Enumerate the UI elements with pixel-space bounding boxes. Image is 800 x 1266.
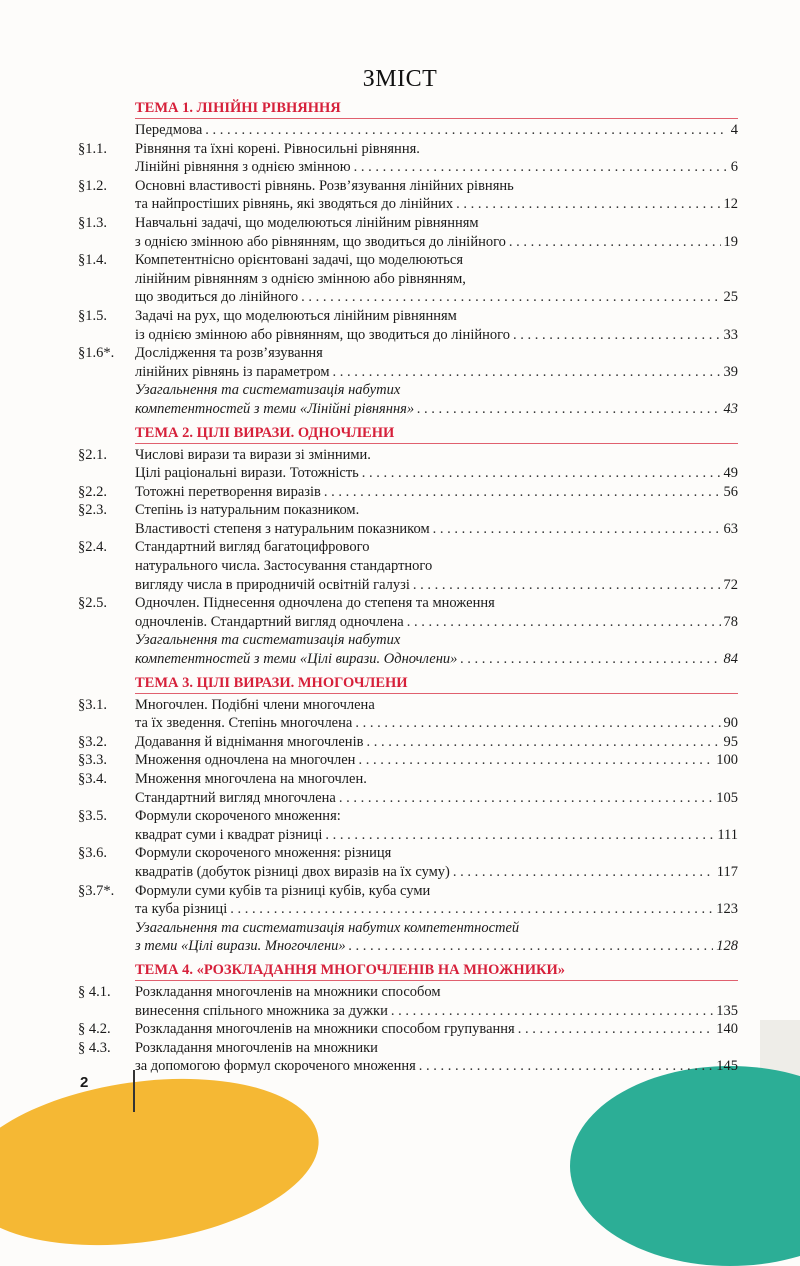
entry-title-line: лінійних рівнянь із параметром — [135, 363, 330, 380]
dot-leader — [456, 195, 720, 214]
entry-title-line: Степінь із натуральним показником. — [135, 502, 360, 519]
entry-title-line: компетентностей з теми «Лінійні рівняння» — [135, 400, 415, 417]
section-number: §2.4. — [78, 539, 107, 556]
section-number: §3.5. — [78, 808, 107, 825]
dot-leader — [433, 520, 721, 539]
theme-heading: ТЕМА 4. «РОЗКЛАДАННЯ МНОГОЧЛЕНІВ НА МНОЖНИКИ» — [135, 960, 738, 981]
section-number: §2.2. — [78, 483, 107, 500]
entry-title-line: Додавання й віднімання многочленів — [135, 733, 364, 750]
entry-page-number: 72 — [723, 576, 738, 593]
section-number: §3.2. — [78, 733, 107, 750]
section-number: §1.3. — [78, 214, 107, 231]
entry-page-number: 135 — [716, 1002, 738, 1019]
theme-heading: ТЕМА 1. ЛІНІЙНІ РІВНЯННЯ — [135, 98, 738, 119]
entry-title-line: Формули скороченого множення: — [135, 808, 341, 825]
entry-title-line: Стандартний вигляд багатоцифрового — [135, 539, 370, 556]
entry-title-line: Множення многочлена на многочлен. — [135, 771, 367, 787]
dot-leader — [349, 937, 714, 956]
entry-page-number: 78 — [723, 613, 738, 630]
section-number: §3.6. — [78, 845, 107, 862]
dot-leader — [354, 158, 728, 177]
dot-leader — [413, 576, 721, 595]
section-number: §3.4. — [78, 771, 107, 787]
entry-title-line: за допомогою формул скороченого множення — [135, 1058, 416, 1075]
toc-entry[interactable] — [78, 594, 738, 631]
page-title: ЗМІСТ — [362, 66, 438, 92]
dot-leader — [419, 1057, 713, 1076]
dot-leader — [460, 650, 720, 669]
entry-page-number: 105 — [716, 789, 738, 806]
entry-title-line: Многочлен. Подібні члени многочлена — [135, 696, 375, 713]
dot-leader — [230, 900, 713, 919]
toc-entry[interactable] — [78, 307, 738, 344]
entry-title-line: Тотожні перетворення виразів — [135, 483, 321, 500]
toc-entry[interactable] — [78, 844, 738, 881]
section-number: §1.2. — [78, 177, 107, 194]
section-number: §3.7*. — [78, 882, 115, 899]
entry-page-number: 49 — [723, 465, 738, 482]
dot-leader — [453, 863, 714, 882]
entry-page-number: 90 — [723, 715, 738, 732]
entry-title-line: Основні властивості рівнянь. Розв’язування лінійних рівнянь — [135, 177, 514, 194]
entry-title-line: Розкладання многочленів на множники способом — [135, 983, 441, 1000]
entry-page-number: 63 — [723, 520, 738, 537]
toc-entry[interactable] — [78, 751, 738, 770]
toc-entry[interactable] — [78, 177, 738, 214]
dot-leader — [324, 483, 721, 502]
toc-entry[interactable] — [78, 733, 738, 752]
section-number: §3.1. — [78, 696, 107, 713]
entry-title-line: Навчальні задачі, що моделюються лінійним рівнянням — [135, 214, 479, 231]
toc-entry[interactable] — [78, 538, 738, 594]
entry-page-number: 145 — [716, 1058, 738, 1075]
dot-leader — [518, 1020, 714, 1039]
corner-teal-shape — [570, 1066, 800, 1266]
page-number: 2 — [80, 1074, 89, 1091]
toc-entry[interactable] — [78, 696, 738, 733]
entry-page-number: 95 — [723, 733, 738, 750]
entry-page-number: 56 — [723, 483, 738, 500]
entry-title-line: з теми «Цілі вирази. Многочлени» — [135, 938, 346, 955]
entry-title-line: з однією змінною або рівнянням, що зводиться до лінійного — [135, 233, 506, 250]
entry-title-line: квадратів (добуток різниці двох виразів на їх суму) — [135, 863, 450, 880]
entry-page-number: 117 — [716, 863, 738, 880]
entry-title-line: Множення одночлена на многочлен — [135, 752, 356, 769]
dot-leader — [333, 363, 721, 382]
entry-title-line: Стандартний вигляд многочлена — [135, 789, 336, 806]
entry-title-line: та найпростіших рівнянь, які зводяться до лінійних — [135, 196, 454, 213]
entry-title-line: винесення спільного множника за дужки — [135, 1002, 388, 1019]
toc-entry[interactable] — [78, 807, 738, 844]
entry-title-line: Цілі раціональні вирази. Тотожність — [135, 465, 359, 482]
toc-summary-entry[interactable] — [78, 919, 738, 956]
toc-entry[interactable] — [78, 121, 738, 140]
entry-title-line: натурального числа. Застосування стандартного — [135, 558, 433, 575]
section-number: §2.1. — [78, 446, 107, 463]
corner-yellow-shape — [0, 1058, 329, 1266]
entry-page-number: 12 — [723, 196, 738, 213]
theme-heading: ТЕМА 2. ЦІЛІ ВИРАЗИ. ОДНОЧЛЕНИ — [135, 423, 738, 444]
table-of-contents — [78, 98, 738, 1076]
toc-entry[interactable] — [78, 140, 738, 177]
entry-title-line: квадрат суми і квадрат різниці — [135, 826, 323, 843]
section-number: § 4.1. — [78, 983, 111, 1000]
section-number: §1.6*. — [78, 345, 115, 362]
dot-leader — [358, 751, 713, 770]
entry-page-number: 84 — [723, 651, 738, 668]
toc-summary-entry[interactable] — [78, 631, 738, 668]
entry-page-number: 4 — [730, 122, 738, 138]
entry-title-line: Узагальнення та систематизація набутих компетентностей — [135, 919, 520, 936]
entry-title-line: Узагальнення та систематизація набутих — [135, 382, 401, 399]
entry-title-line: Формули скороченого множення: різниця — [135, 845, 392, 862]
section-number: §3.3. — [78, 752, 107, 769]
section-number: § 4.3. — [78, 1039, 111, 1056]
entry-page-number: 6 — [730, 159, 738, 176]
entry-title-line: Числові вирази та вирази зі змінними. — [135, 446, 371, 463]
entry-title-line: Лінійні рівняння з однією змінною — [135, 159, 351, 176]
toc-entry[interactable] — [78, 770, 738, 807]
page-number-divider — [133, 1070, 135, 1112]
toc-entry[interactable] — [78, 1039, 738, 1076]
dot-leader — [513, 326, 721, 345]
entry-title-line: Задачі на рух, що моделюються лінійним рівнянням — [135, 307, 457, 324]
entry-title-line: Рівняння та їхні корені. Рівносильні рівняння. — [135, 140, 420, 157]
entry-page-number: 100 — [716, 752, 738, 769]
theme-heading: ТЕМА 3. ЦІЛІ ВИРАЗИ. МНОГОЧЛЕНИ — [135, 673, 738, 694]
toc-entry[interactable] — [78, 344, 738, 381]
toc-entry[interactable] — [78, 882, 738, 919]
dot-leader — [366, 733, 720, 752]
section-number: § 4.2. — [78, 1021, 111, 1038]
toc-entry[interactable] — [78, 983, 738, 1020]
dot-leader — [391, 1002, 713, 1021]
toc-entry[interactable] — [78, 501, 738, 538]
section-number: §2.5. — [78, 595, 107, 612]
entry-title-line: із однією змінною або рівнянням, що зводиться до лінійного — [135, 326, 510, 343]
entry-title-line: Передмова — [135, 122, 203, 138]
toc-entry[interactable] — [78, 251, 738, 307]
entry-title-line: Властивості степеня з натуральним показником — [135, 520, 430, 537]
entry-title-line: Розкладання многочленів на множники способом групування — [135, 1021, 515, 1038]
dot-leader — [355, 714, 720, 733]
dot-leader — [509, 233, 721, 252]
entry-title-line: що зводиться до лінійного — [135, 289, 299, 306]
section-number: §1.1. — [78, 140, 107, 157]
toc-summary-entry[interactable] — [78, 381, 738, 418]
entry-page-number: 39 — [723, 363, 738, 380]
entry-page-number: 128 — [716, 938, 738, 955]
dot-leader — [362, 464, 721, 483]
dot-leader — [339, 789, 713, 808]
entry-title-line: Дослідження та розв’язування — [135, 345, 323, 362]
entry-title-line: лінійним рівнянням з однією змінною або рівнянням, — [135, 270, 466, 287]
entry-title-line: Узагальнення та систематизація набутих — [135, 632, 401, 649]
toc-entry[interactable] — [78, 214, 738, 251]
entry-title-line: одночленів. Стандартний вигляд одночлена — [135, 613, 404, 630]
toc-entry[interactable] — [78, 446, 738, 483]
entry-title-line: Одночлен. Піднесення одночлена до степеня та множення — [135, 595, 495, 612]
toc-entry[interactable] — [78, 1020, 738, 1039]
dot-leader — [301, 288, 720, 307]
dot-leader — [417, 400, 720, 419]
entry-title-line: вигляду числа в природничій освітній галузі — [135, 576, 410, 593]
entry-title-line: Формули суми кубів та різниці кубів, куба суми — [135, 882, 431, 899]
dot-leader — [325, 826, 714, 845]
entry-page-number: 43 — [723, 400, 738, 417]
entry-title-line: Компетентнісно орієнтовані задачі, що моделюються — [135, 252, 464, 269]
entry-title-line: та куба різниці — [135, 901, 228, 918]
section-number: §1.4. — [78, 252, 107, 269]
toc-entry[interactable] — [78, 483, 738, 502]
entry-title-line: компетентностей з теми «Цілі вирази. Одночлени» — [135, 651, 458, 668]
entry-page-number: 140 — [716, 1021, 738, 1038]
section-number: §2.3. — [78, 502, 107, 519]
entry-page-number: 25 — [723, 289, 738, 306]
entry-page-number: 111 — [717, 826, 738, 843]
dot-leader — [205, 121, 727, 140]
entry-page-number: 33 — [723, 326, 738, 343]
dot-leader — [407, 613, 721, 632]
entry-title-line: та їх зведення. Степінь многочлена — [135, 715, 353, 732]
section-number: §1.5. — [78, 307, 107, 324]
entry-page-number: 19 — [723, 233, 738, 250]
entry-page-number: 123 — [716, 901, 738, 918]
entry-title-line: Розкладання многочленів на множники — [135, 1039, 378, 1056]
